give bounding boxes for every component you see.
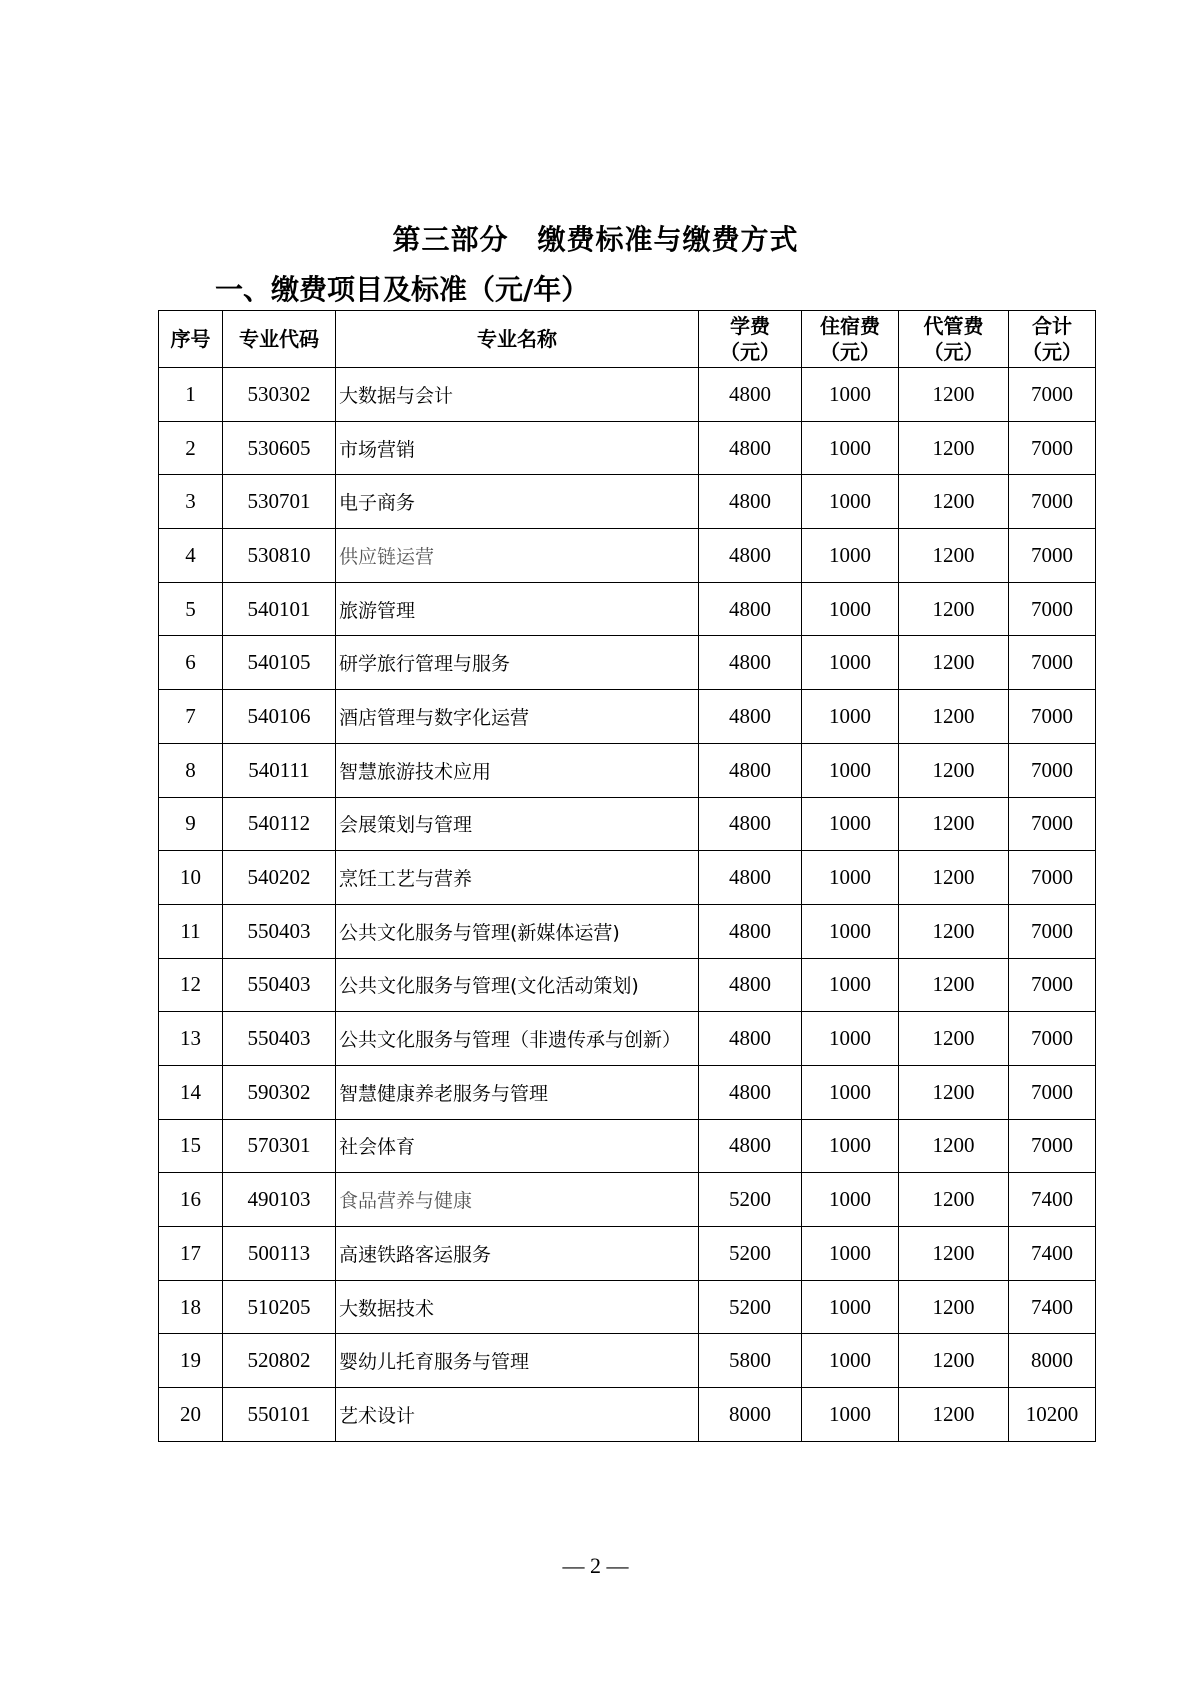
cell-lodging: 1000 [802,1012,899,1066]
cell-total: 7000 [1009,797,1096,851]
header-custody-unit: （元） [923,340,984,364]
cell-tuition: 4800 [699,421,802,475]
cell-total: 7000 [1009,743,1096,797]
cell-lodging: 1000 [802,690,899,744]
cell-name: 智慧旅游技术应用 [336,743,699,797]
table-row [159,1280,1096,1334]
cell-total: 7000 [1009,690,1096,744]
header-tuition-label: 学费 [730,314,770,338]
cell-no: 9 [159,797,223,851]
cell-lodging: 1000 [802,1119,899,1173]
cell-name: 供应链运营 [336,529,699,583]
cell-tuition: 4800 [699,582,802,636]
cell-no: 1 [159,368,223,422]
cell-custody: 1200 [899,690,1009,744]
cell-code: 540111 [223,743,336,797]
cell-code: 530810 [223,529,336,583]
table-row [159,1227,1096,1281]
cell-tuition: 4800 [699,529,802,583]
cell-no: 18 [159,1280,223,1334]
cell-lodging: 1000 [802,1227,899,1281]
cell-total: 10200 [1009,1388,1096,1442]
cell-total: 8000 [1009,1334,1096,1388]
cell-code: 540106 [223,690,336,744]
cell-lodging: 1000 [802,743,899,797]
header-lodging-unit: （元） [820,340,880,364]
cell-name: 旅游管理 [336,582,699,636]
cell-no: 8 [159,743,223,797]
cell-no: 3 [159,475,223,529]
header-lodging-label: 住宿费 [820,314,880,338]
cell-no: 4 [159,529,223,583]
cell-tuition: 4800 [699,1119,802,1173]
cell-tuition: 5200 [699,1280,802,1334]
cell-total: 7000 [1009,904,1096,958]
cell-no: 13 [159,1012,223,1066]
cell-tuition: 4800 [699,1012,802,1066]
cell-custody: 1200 [899,797,1009,851]
table-row [159,1388,1096,1442]
cell-tuition: 4800 [699,636,802,690]
cell-lodging: 1000 [802,1065,899,1119]
cell-code: 530701 [223,475,336,529]
cell-name: 公共文化服务与管理(文化活动策划) [336,958,699,1012]
cell-lodging: 1000 [802,475,899,529]
cell-name: 婴幼儿托育服务与管理 [336,1334,699,1388]
cell-name: 智慧健康养老服务与管理 [336,1065,699,1119]
cell-total: 7000 [1009,1119,1096,1173]
cell-no: 14 [159,1065,223,1119]
cell-tuition: 5200 [699,1227,802,1281]
cell-code: 540112 [223,797,336,851]
header-no: 序号 [159,311,223,368]
cell-code: 540105 [223,636,336,690]
table-row [159,851,1096,905]
table-row [159,904,1096,958]
cell-name: 艺术设计 [336,1388,699,1442]
cell-code: 550403 [223,1012,336,1066]
table-row [159,636,1096,690]
header-total-unit: （元） [1022,340,1082,364]
cell-no: 5 [159,582,223,636]
table-row [159,529,1096,583]
header-total [1009,311,1096,368]
cell-code: 530605 [223,421,336,475]
table-row [159,958,1096,1012]
header-name: 专业名称 [336,311,699,368]
cell-total: 7400 [1009,1173,1096,1227]
cell-lodging: 1000 [802,904,899,958]
cell-total: 7000 [1009,958,1096,1012]
cell-lodging: 1000 [802,1388,899,1442]
cell-tuition: 4800 [699,797,802,851]
cell-lodging: 1000 [802,368,899,422]
table-row [159,797,1096,851]
cell-tuition: 4800 [699,1065,802,1119]
cell-no: 11 [159,904,223,958]
cell-total: 7000 [1009,636,1096,690]
cell-name: 酒店管理与数字化运营 [336,690,699,744]
cell-custody: 1200 [899,904,1009,958]
cell-no: 10 [159,851,223,905]
cell-name: 市场营销 [336,421,699,475]
cell-name: 烹饪工艺与营养 [336,851,699,905]
cell-lodging: 1000 [802,1334,899,1388]
cell-lodging: 1000 [802,1280,899,1334]
cell-code: 590302 [223,1065,336,1119]
cell-tuition: 8000 [699,1388,802,1442]
cell-custody: 1200 [899,743,1009,797]
cell-total: 7000 [1009,1012,1096,1066]
cell-total: 7000 [1009,529,1096,583]
table-row [159,368,1096,422]
table-row [159,743,1096,797]
cell-code: 530302 [223,368,336,422]
cell-tuition: 4800 [699,743,802,797]
cell-custody: 1200 [899,475,1009,529]
table-row [159,421,1096,475]
cell-custody: 1200 [899,1227,1009,1281]
cell-code: 550101 [223,1388,336,1442]
cell-tuition: 4800 [699,690,802,744]
cell-custody: 1200 [899,368,1009,422]
cell-no: 16 [159,1173,223,1227]
cell-name: 大数据与会计 [336,368,699,422]
cell-name: 电子商务 [336,475,699,529]
cell-lodging: 1000 [802,636,899,690]
cell-custody: 1200 [899,1119,1009,1173]
cell-name: 食品营养与健康 [336,1173,699,1227]
header-custody [899,311,1009,368]
cell-no: 7 [159,690,223,744]
cell-tuition: 4800 [699,475,802,529]
section-title: 一、缴费项目及标准（元/年） [215,273,590,306]
cell-custody: 1200 [899,636,1009,690]
cell-code: 490103 [223,1173,336,1227]
cell-total: 7000 [1009,421,1096,475]
page-number: — 2 — [562,1553,629,1578]
cell-code: 550403 [223,904,336,958]
cell-tuition: 4800 [699,958,802,1012]
table-row [159,582,1096,636]
header-lodging [802,311,899,368]
table-row [159,1012,1096,1066]
cell-lodging: 1000 [802,958,899,1012]
table-row [159,1119,1096,1173]
part-title: 第三部分 缴费标准与缴费方式 [392,223,799,256]
header-code: 专业代码 [223,311,336,368]
cell-code: 510205 [223,1280,336,1334]
cell-lodging: 1000 [802,582,899,636]
cell-lodging: 1000 [802,851,899,905]
cell-custody: 1200 [899,958,1009,1012]
cell-no: 19 [159,1334,223,1388]
cell-name: 研学旅行管理与服务 [336,636,699,690]
cell-custody: 1200 [899,421,1009,475]
cell-tuition: 5800 [699,1334,802,1388]
cell-code: 500113 [223,1227,336,1281]
cell-name: 公共文化服务与管理（非遗传承与创新） [336,1012,699,1066]
cell-total: 7000 [1009,368,1096,422]
table-row [159,1334,1096,1388]
cell-custody: 1200 [899,529,1009,583]
cell-code: 540202 [223,851,336,905]
cell-total: 7000 [1009,851,1096,905]
cell-lodging: 1000 [802,797,899,851]
cell-no: 15 [159,1119,223,1173]
cell-code: 570301 [223,1119,336,1173]
header-tuition [699,311,802,368]
table-row [159,690,1096,744]
cell-name: 社会体育 [336,1119,699,1173]
cell-code: 550403 [223,958,336,1012]
cell-custody: 1200 [899,1388,1009,1442]
cell-no: 17 [159,1227,223,1281]
cell-total: 7400 [1009,1227,1096,1281]
header-custody-label: 代管费 [923,314,984,338]
cell-total: 7000 [1009,1065,1096,1119]
cell-lodging: 1000 [802,1173,899,1227]
cell-name: 公共文化服务与管理(新媒体运营) [336,904,699,958]
cell-custody: 1200 [899,1065,1009,1119]
cell-custody: 1200 [899,1334,1009,1388]
header-row [159,311,1096,368]
table-row [159,475,1096,529]
cell-custody: 1200 [899,1012,1009,1066]
cell-total: 7400 [1009,1280,1096,1334]
cell-no: 20 [159,1388,223,1442]
cell-lodging: 1000 [802,529,899,583]
cell-tuition: 4800 [699,904,802,958]
table-row [159,1173,1096,1227]
cell-name: 高速铁路客运服务 [336,1227,699,1281]
cell-custody: 1200 [899,1173,1009,1227]
cell-name: 会展策划与管理 [336,797,699,851]
cell-code: 520802 [223,1334,336,1388]
table-row [159,1065,1096,1119]
cell-tuition: 5200 [699,1173,802,1227]
cell-no: 6 [159,636,223,690]
cell-no: 2 [159,421,223,475]
cell-total: 7000 [1009,582,1096,636]
cell-name: 大数据技术 [336,1280,699,1334]
cell-custody: 1200 [899,1280,1009,1334]
header-total-label: 合计 [1032,314,1072,338]
cell-tuition: 4800 [699,851,802,905]
cell-no: 12 [159,958,223,1012]
cell-tuition: 4800 [699,368,802,422]
cell-code: 540101 [223,582,336,636]
cell-custody: 1200 [899,582,1009,636]
cell-lodging: 1000 [802,421,899,475]
header-tuition-unit: （元） [720,340,780,364]
fee-table [158,310,1096,1442]
cell-total: 7000 [1009,475,1096,529]
cell-custody: 1200 [899,851,1009,905]
